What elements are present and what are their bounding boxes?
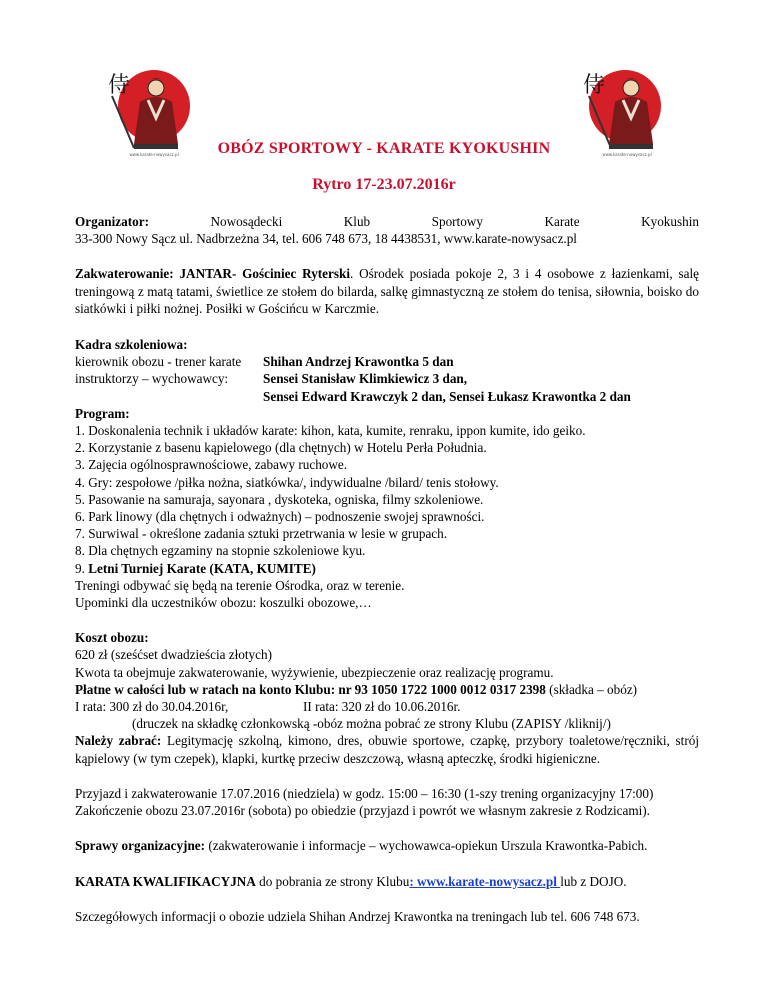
- program-item: 1. Doskonalenia technik i układów karate: kihon, kata, kumite, renraku, ippon kumite, ido geiko.: [75, 423, 586, 439]
- form-note: (druczek na składkę członkowską -obóz można pobrać ze strony Klubu (ZAPISY /kliknij/): [132, 716, 611, 732]
- trainings-note: Treningi odbywać się będą na terenie Ośrodka, oraz w terenie.: [75, 577, 405, 593]
- staff-instructors-row: [75, 370, 699, 387]
- logo-kanji-left: 侍: [108, 73, 131, 98]
- end-line: Zakończenie obozu 23.07.2016r (sobota) po obiedzie (przyjazd i powrót we własnym zakresie z Rodzicami).: [75, 803, 650, 819]
- cost-amount: 620 zł (sześćset dwadzieścia złotych): [75, 647, 272, 663]
- program-item: 8. Dla chętnych egzaminy na stopnie szkoleniowe kyu.: [75, 543, 366, 559]
- bring-paragraph: [75, 732, 699, 766]
- staff-instructors-label: instruktorzy – wychowawcy:: [75, 371, 229, 387]
- bank-account: Płatne w całości lub w ratach na konto Klubu: nr 93 1050 1722 1000 0012 0317 2398: [75, 681, 546, 697]
- staff-heading: Kadra szkoleniowa:: [75, 337, 188, 353]
- program-item: 2. Korzystanie z basenu kąpielowego (dla chętnych) w Hotelu Perła Południa.: [75, 440, 487, 456]
- program-item-tournament: 9. Letni Turniej Karate (KATA, KUMITE): [75, 560, 316, 576]
- souvenirs-note: Upominki dla uczestników obozu: koszulki obozowe,…: [75, 595, 372, 611]
- document-body: [75, 213, 699, 925]
- cost-section: [75, 629, 699, 767]
- svg-text:www.karate-nowysacz.pl: www.karate-nowysacz.pl: [129, 152, 179, 157]
- qualification-line: KARATA KWALIFIKACYJNA do pobrania ze strony Klubu: www.karate-nowysacz.pl lub z DOJO.: [75, 873, 627, 889]
- staff-instructor-2: Sensei Edward Krawczyk 2 dan, Sensei Łukasz Krawontka 2 dan: [263, 388, 631, 404]
- page-subtitle: Rytro 17-23.07.2016r: [312, 176, 456, 193]
- organizer-word: Kyokushin: [641, 214, 699, 229]
- staff-leader-row: [75, 353, 699, 370]
- organizer-word: Sportowy: [431, 214, 483, 229]
- organizer-word: Karate: [544, 214, 580, 229]
- accommodation-label: Zakwaterowanie:: [75, 266, 174, 282]
- footer-note: Szczegółowych informacji o obozie udziela Shihan Andrzej Krawontka na treningach lub tel. 606 748 673.: [75, 908, 640, 924]
- bring-label: Należy zabrać:: [75, 733, 162, 749]
- program-heading: Program:: [75, 405, 130, 421]
- organizational-line: Sprawy organizacyjne: (zakwaterowanie i informacje – wychowawca-opiekun Urszula Krawontka-Pabich.: [75, 838, 648, 854]
- program-item: 4. Gry: zespołowe /piłka nożna, siatkówka/, indywidualne /bilard/ tenis stołowy.: [75, 474, 499, 490]
- qualification-label: KARATA KWALIFIKACYJNA: [75, 873, 256, 889]
- accommodation-place: JANTAR- Gościniec Ryterski: [179, 266, 351, 282]
- organizer-line: [75, 213, 699, 230]
- club-website-link[interactable]: : www.karate-nowysacz.pl: [409, 873, 561, 889]
- staff-leader-name: Shihan Andrzej Krawontka 5 dan: [263, 354, 454, 370]
- program-item: 7. Surwiwal - określone zadania sztuki przetrwania w lesie w grupach.: [75, 526, 448, 542]
- program-item: 3. Zajęcia ogólnosprawnościowe, zabawy ruchowe.: [75, 457, 348, 473]
- program-item: 6. Park linowy (dla chętnych i odważnych) – podnoszenie swojej sprawności.: [75, 509, 485, 525]
- schedule-section: [75, 785, 699, 819]
- installments-line: [75, 698, 699, 715]
- staff-section: [75, 336, 699, 405]
- cost-heading: Koszt obozu:: [75, 630, 149, 646]
- organizer-label: Organizator:: [75, 214, 149, 229]
- organizer-address: 33-300 Nowy Sącz ul. Nadbrzeżna 34, tel. 606 748 673, 18 4438531, www.karate-nowysacz.pl: [75, 231, 577, 247]
- staff-instructor-1: Sensei Stanisław Klimkiewicz 3 dan,: [263, 371, 468, 387]
- payment-line: Płatne w całości lub w ratach na konto Klubu: nr 93 1050 1722 1000 0012 0317 2398 (składka – obóz): [75, 681, 638, 697]
- cost-covers: Kwota ta obejmuje zakwaterowanie, wyżywienie, ubezpieczenie oraz realizację programu.: [75, 664, 554, 680]
- arrival-line: Przyjazd i zakwaterowanie 17.07.2016 (niedziela) w godz. 15:00 – 16:30 (1-szy trening organizacyjny 17:00): [75, 785, 654, 801]
- accommodation-paragraph: [75, 265, 699, 317]
- organizational-label: Sprawy organizacyjne:: [75, 838, 206, 854]
- page-title: OBÓZ SPORTOWY - KARATE KYOKUSHIN: [217, 140, 551, 157]
- tournament-name: Letni Turniej Karate (KATA, KUMITE): [88, 560, 316, 576]
- installment-2: II rata: 320 zł do 10.06.2016r.: [303, 699, 461, 715]
- logo-kanji-right: 侍: [583, 73, 606, 98]
- organizer-word: Klub: [343, 214, 371, 229]
- installment-1: I rata: 300 zł do 30.04.2016r,: [75, 699, 229, 715]
- svg-text:www.karate-nowysacz.pl: www.karate-nowysacz.pl: [602, 152, 652, 157]
- program-item: 5. Pasowanie na samuraja, sayonara , dyskoteka, ogniska, filmy szkoleniowe.: [75, 491, 484, 507]
- accommodation-text: . Ośrodek posiada pokoje 2, 3 i 4 osobowe z łazienkami, salę treningową z matą tatami, świetlice ze stołem do bilarda, salkę gimnastyczną ze stołem do tenisa, siłownia, boisko do siatkówki i piłki nożnej. Posiłki w Gościńcu w Karczmie.: [75, 266, 700, 316]
- bring-text: Legitymację szkolną, kimono, dres, obuwie sportowe, czapkę, przybory toaletowe/ręczniki, strój kąpielowy (w tym czepek), klapki, kurtkę przeciw deszczową, własną apteczkę, środki higieniczne.: [75, 733, 699, 766]
- program-section: [75, 405, 699, 611]
- staff-leader-label: kierownik obozu - trener karate: [75, 354, 242, 370]
- organizer-word: Nowosądecki: [210, 214, 283, 229]
